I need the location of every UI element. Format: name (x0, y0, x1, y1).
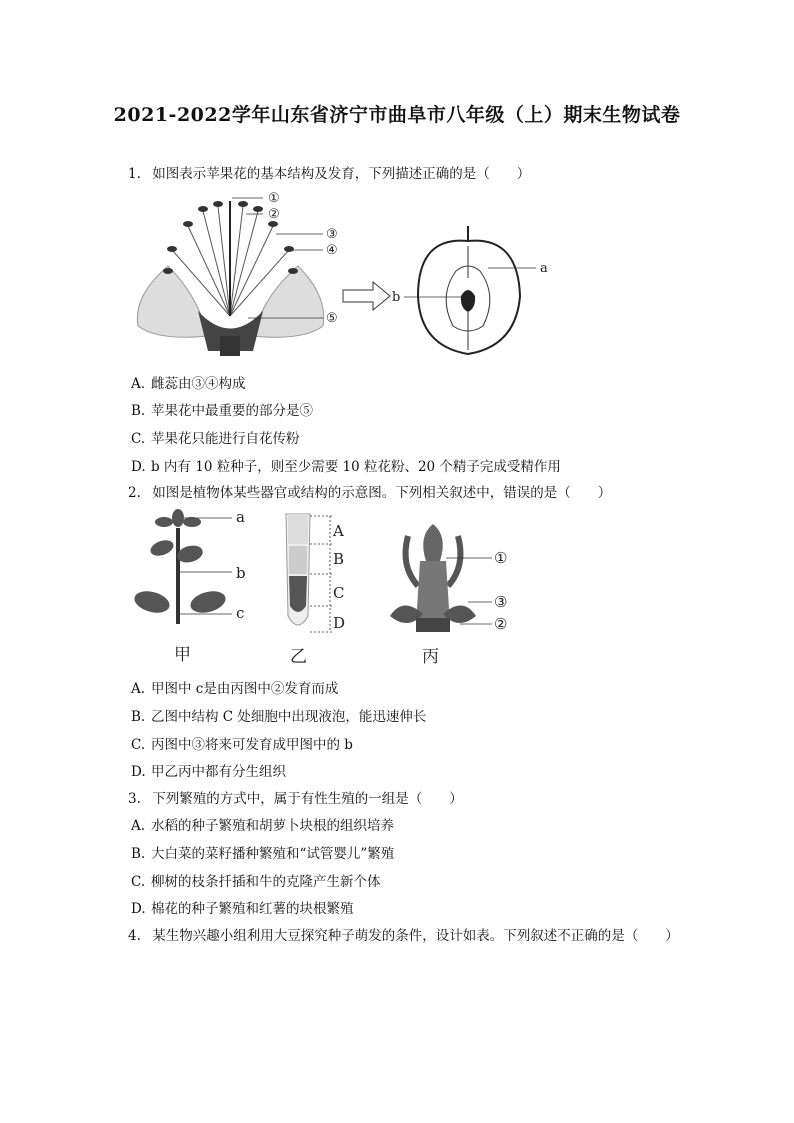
shoot-diagram (132, 509, 232, 624)
label-yi-a: A (333, 522, 344, 540)
option-letter: B. (131, 846, 146, 862)
caption-yi: 乙 (290, 647, 307, 667)
option-letter: C. (131, 874, 146, 890)
option-text: 大白菜的菜籽播种繁殖和“试管婴儿”繁殖 (151, 846, 395, 862)
option-text: 苹果花只能进行自花传粉 (151, 431, 300, 447)
option-letter: D. (131, 901, 146, 917)
root-tip-diagram (286, 514, 333, 632)
question-text: 某生物兴趣小组利用大豆探究种子萌发的条件，设计如表。下列叙述不正确的是（ ） (152, 928, 679, 944)
option-text: 柳树的枝条扦插和牛的克隆产生新个体 (151, 874, 381, 890)
option-letter: A. (131, 818, 146, 834)
option-text: 甲乙丙中都有分生组织 (151, 764, 286, 780)
question-3 (128, 787, 463, 807)
q1-option-b (131, 399, 313, 419)
label-yi-d: D (333, 614, 346, 632)
label-jia-c: c (236, 604, 245, 622)
question-number: 2. (128, 485, 141, 501)
q1-option-a (131, 372, 246, 392)
plant-organs-figure (128, 506, 528, 668)
option-letter: C. (131, 737, 146, 753)
q3-option-a (131, 814, 394, 834)
bud-diagram (390, 524, 492, 632)
question-number: 1. (128, 166, 141, 182)
q3-option-b (131, 842, 394, 862)
question-text: 如图表示苹果花的基本结构及发育，下列描述正确的是（ ） (152, 166, 531, 182)
option-letter: C. (131, 431, 146, 447)
option-letter: B. (131, 403, 146, 419)
caption-bing: 丙 (422, 647, 439, 667)
arrow-right-icon (343, 282, 390, 310)
option-text: 苹果花中最重要的部分是⑤ (151, 403, 313, 419)
page-title: 2021-2022学年山东省济宁市曲阜市八年级（上）期末生物试卷 (113, 104, 681, 126)
label-a: a (540, 261, 548, 276)
option-text: 丙图中③将来可发育成甲图中的 b (151, 737, 353, 753)
option-text: 雌蕊由③④构成 (151, 376, 246, 392)
option-letter: A. (131, 681, 146, 697)
label-bing-1: ① (494, 549, 508, 567)
q3-option-d (131, 897, 354, 917)
q1-option-c (131, 427, 300, 447)
option-letter: D. (131, 764, 146, 780)
q2-option-c (131, 733, 353, 753)
label-jia-a: a (236, 508, 245, 526)
q1-option-d (131, 455, 561, 475)
q2-option-b (131, 705, 426, 725)
label-bing-3: ③ (494, 593, 508, 611)
label-2: ② (268, 207, 280, 222)
option-letter: A. (131, 376, 146, 392)
question-2 (128, 481, 611, 501)
question-1 (128, 162, 530, 182)
q2-option-a (131, 677, 338, 697)
option-text: 棉花的种子繁殖和红薯的块根繁殖 (151, 901, 354, 917)
option-letter: B. (131, 709, 146, 725)
question-number: 4. (128, 928, 141, 944)
question-4 (128, 924, 679, 944)
label-1: ① (268, 191, 280, 206)
option-text: 乙图中结构 C 处细胞中出现液泡，能迅速伸长 (151, 709, 427, 725)
q2-option-d (131, 760, 286, 780)
option-letter: D. (131, 459, 146, 475)
question-number: 3. (128, 791, 141, 807)
question-text: 如图是植物体某些器官或结构的示意图。下列相关叙述中，错误的是（ ） (152, 485, 612, 501)
question-text: 下列繁殖的方式中，属于有性生殖的一组是（ ） (152, 791, 463, 807)
option-text: 甲图中 c是由丙图中②发育而成 (151, 681, 339, 697)
label-b: b (392, 290, 401, 305)
apple-flower-figure (128, 186, 568, 361)
caption-jia: 甲 (174, 645, 191, 665)
label-5: ⑤ (326, 311, 338, 326)
option-text: b 内有 10 粒种子，则至少需要 10 粒花粉、20 个精子完成受精作用 (151, 459, 561, 475)
label-bing-2: ② (494, 615, 508, 633)
option-text: 水稻的种子繁殖和胡萝卜块根的组织培养 (151, 818, 394, 834)
label-yi-c: C (333, 584, 345, 602)
q3-option-c (131, 870, 381, 890)
label-4: ④ (326, 243, 338, 258)
label-jia-b: b (236, 564, 246, 582)
label-yi-b: B (333, 550, 345, 568)
label-3: ③ (326, 227, 338, 242)
